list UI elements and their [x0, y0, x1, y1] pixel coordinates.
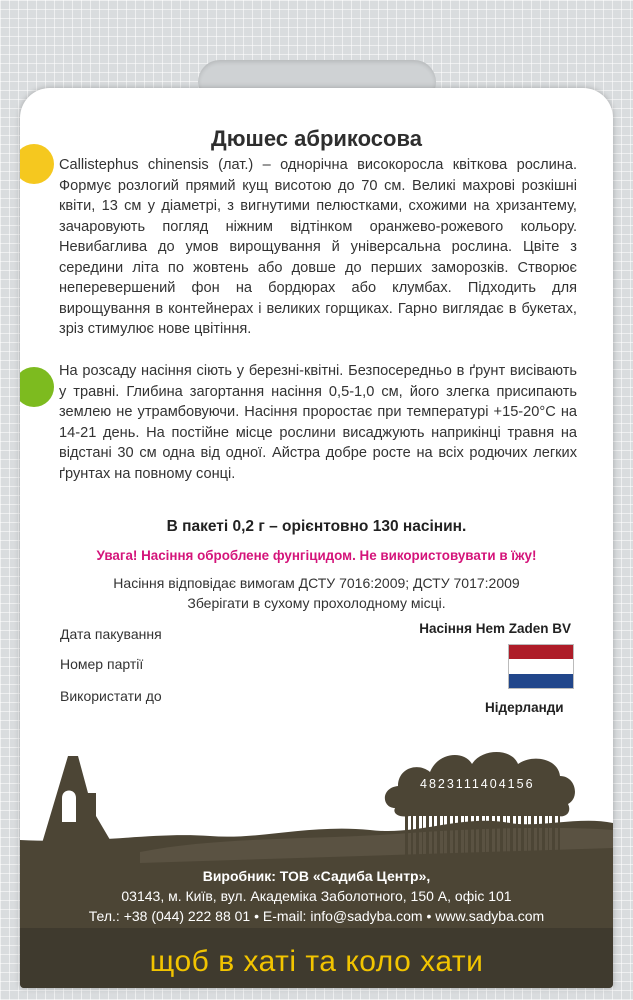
manufacturer-address: 03143, м. Київ, вул. Академіка Заболотного, 150 А, офіс 101: [121, 888, 512, 904]
barcode-number: 4823111404156: [420, 777, 535, 791]
manufacturer-block: [20, 866, 613, 926]
house-icon: [40, 756, 116, 850]
fungicide-warning: Увага! Насіння оброблене фунгіцидом. Не використовувати в їжу!: [96, 548, 537, 563]
supplier-name: Насіння Hem Zaden BV: [419, 621, 571, 636]
sowing-instructions: На розсаду насіння сіють у березні-квітні. Безпосередньо в ґрунт висівають у травні. Глибина загортання насіння 0,5-1,0 см, його злегка присипають землею не утрамбовуючи. Насіння проростає при температурі +15-20°С на 14-21 день. На постійне місце рослини висаджують наприкінці травня на відстані 30 см одна від одної. Айстра добре росте на всіх родючих легких ґрунтах на повному сонці.: [59, 363, 577, 482]
storage-text: Зберігати в сухому прохолодному місці.: [187, 595, 446, 611]
packet-info: В пакеті 0,2 г – орієнтовно 130 насінин.: [166, 518, 467, 535]
seed-packet: [20, 88, 613, 988]
manufacturer-contacts: Тел.: +38 (044) 222 88 01 • E-mail: info@sadyba.com • www.sadyba.com: [88, 908, 545, 924]
product-title: Дюшес абрикосова: [211, 126, 422, 151]
brand-slogan: щоб в хаті та коло хати: [149, 945, 484, 978]
manufacturer-name: Виробник: ТОВ «Садиба Центр»,: [202, 868, 431, 884]
pack-date-label: Дата пакування: [60, 626, 162, 642]
use-by-label: Використати до: [60, 688, 162, 704]
standards-text: Насіння відповідає вимогам ДСТУ 7016:2009; ДСТУ 7017:2009: [113, 575, 520, 591]
batch-number-label: Номер партії: [60, 656, 144, 672]
product-description: Callistephus chinensis (лат.) – однорічна високоросла квіткова рослина. Формує розлогий прямий кущ висотою до 70 см. Великі махрові розкішні квіти, 13 см у діаметрі, з вигнутими пелюстками, схожими на хризантему, зачаровують погляд ніжним відтінком оранжево-рожевого кольору. Невибаглива до умов вирощування й універсальна рослина. Цвіте з середини літа по жовтень або довше до перших заморозків. Створює неперевершений фон на бордюрах або клумбах. Підходить для вирощування в контейнерах і великих горщиках. Гарно виглядає в букетах, зріз стимулює нове цвітіння.: [59, 157, 577, 337]
country-name: Нідерланди: [485, 700, 564, 715]
ground-scene: [20, 88, 613, 988]
